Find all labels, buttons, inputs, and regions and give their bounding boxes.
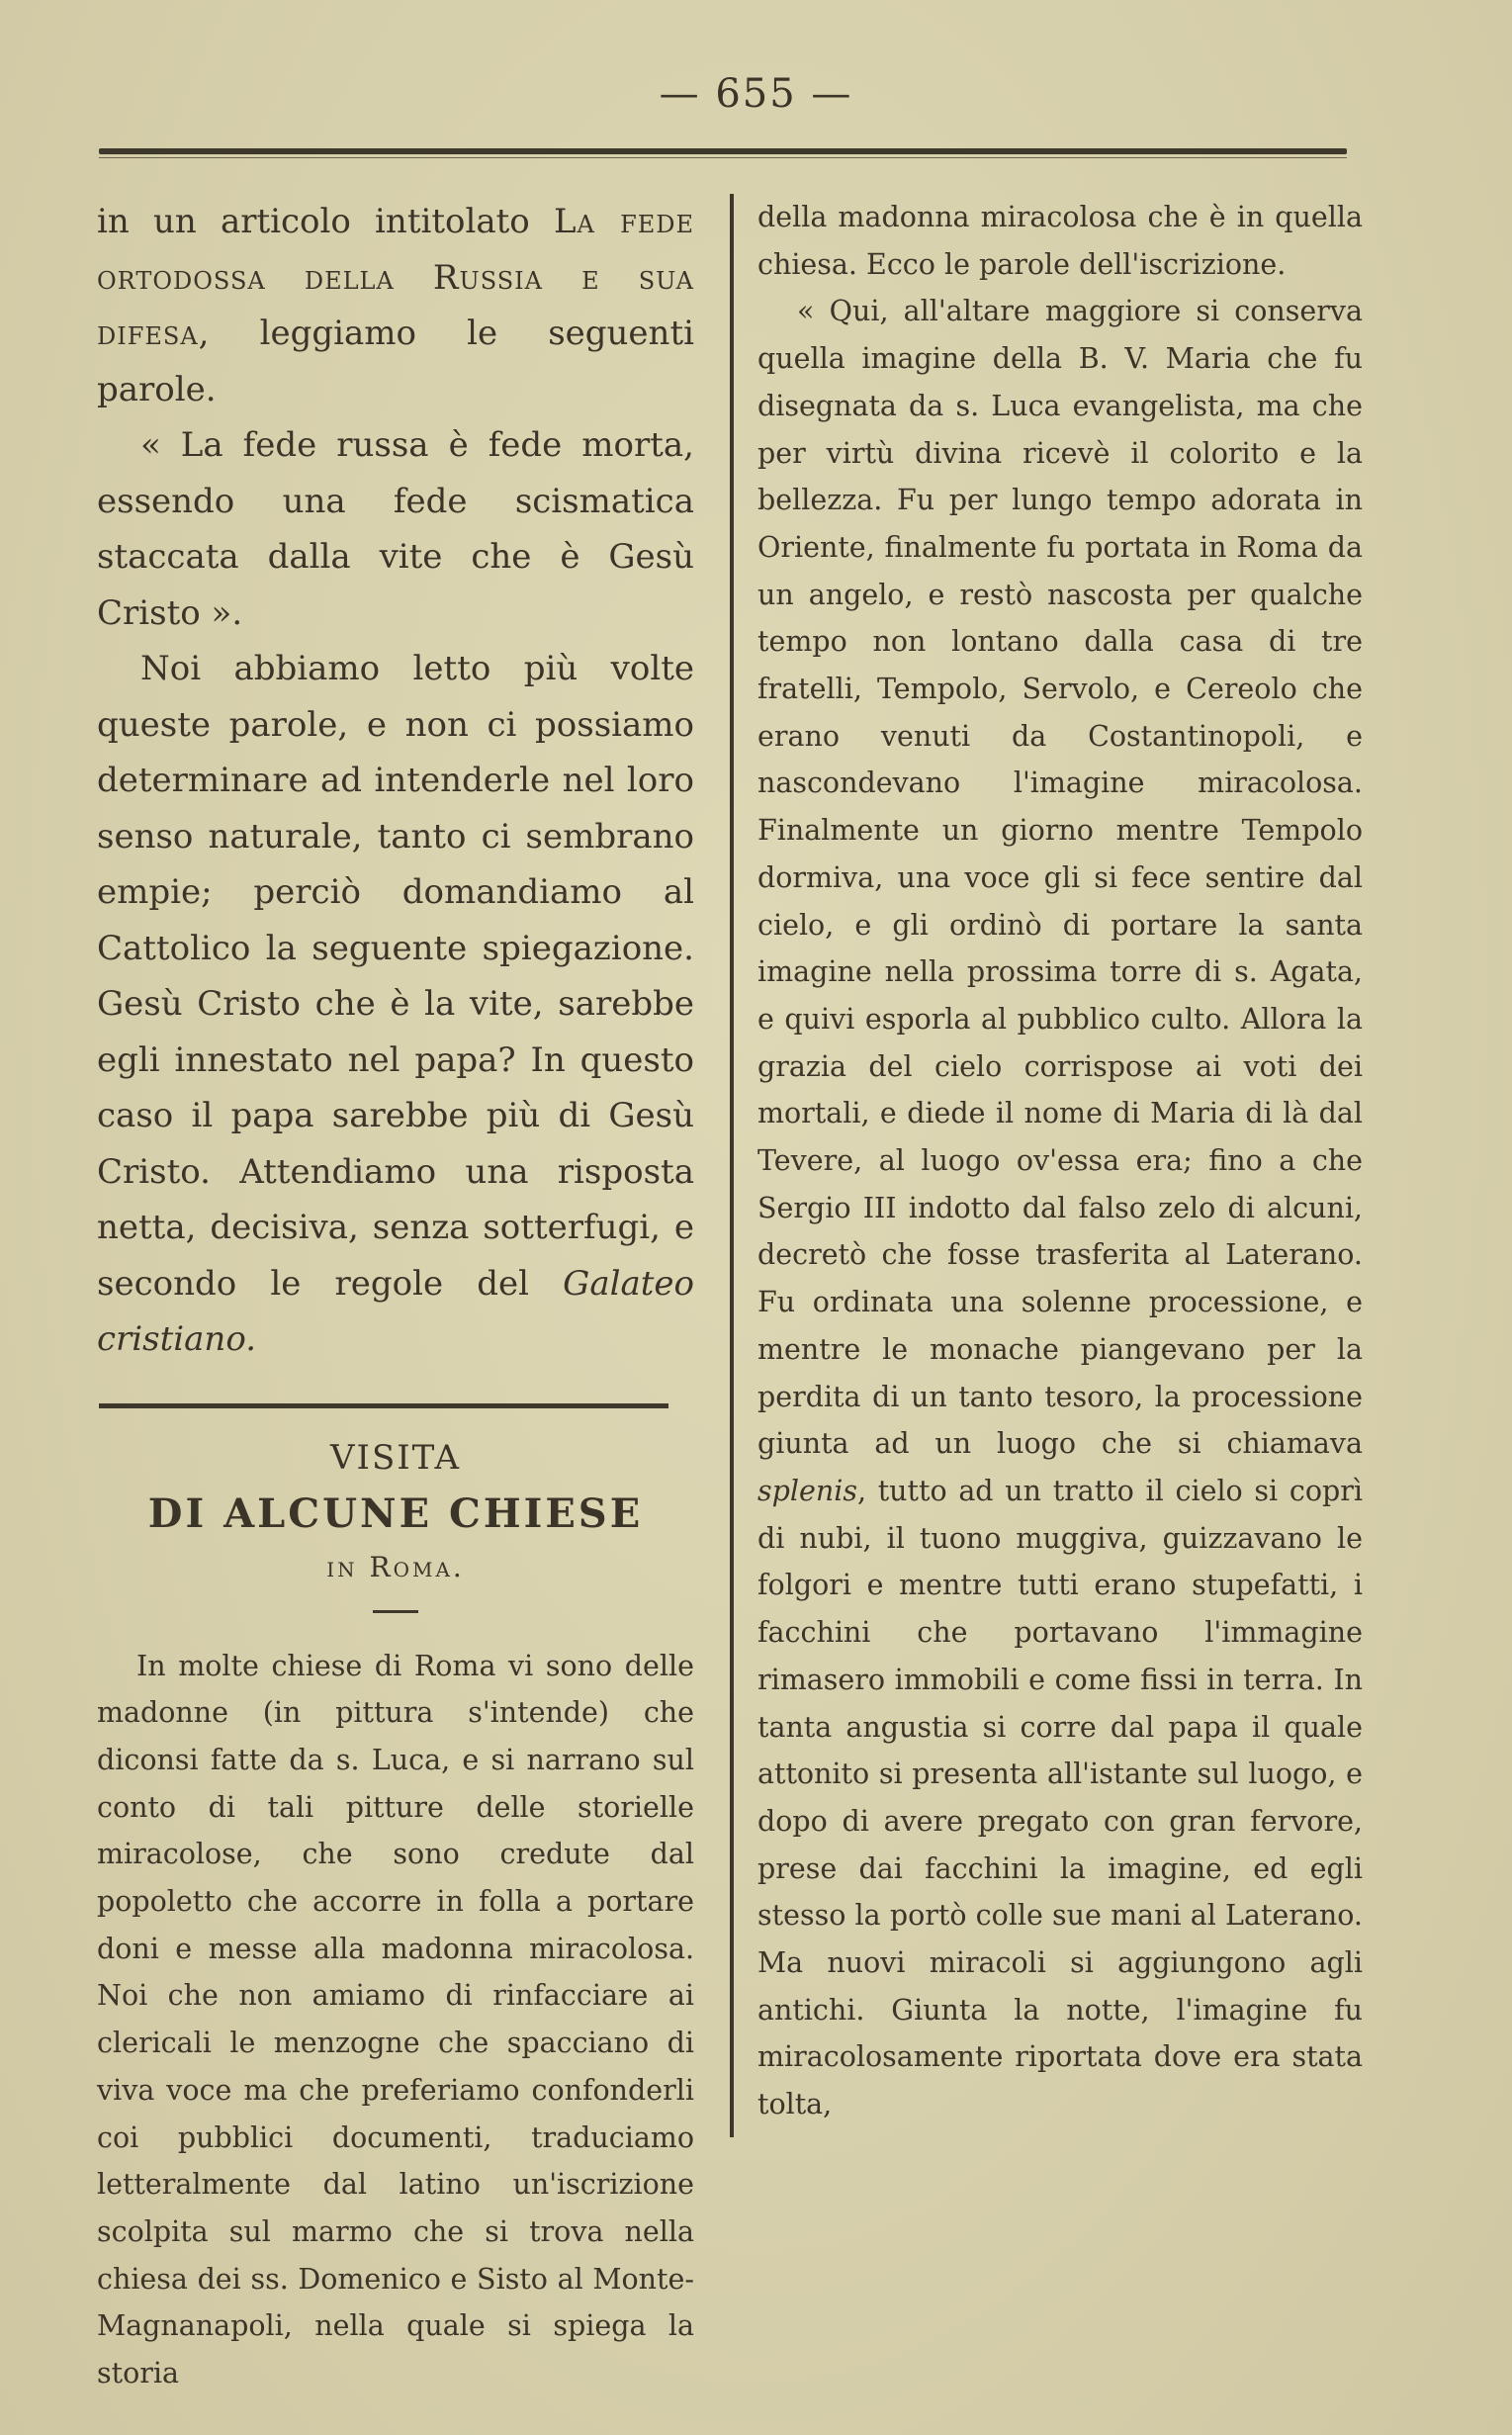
heading-line-1: VISITA	[329, 1437, 462, 1478]
left-column	[97, 194, 694, 2397]
heading-line-3: in Roma.	[326, 1550, 465, 1583]
short-rule	[373, 1610, 418, 1613]
italic-text: splenis	[757, 1474, 857, 1507]
section-rule	[99, 1403, 668, 1408]
section-heading	[97, 1430, 694, 1592]
article-body	[97, 1643, 694, 2397]
paragraph: della madonna miracolosa che è in quella chiesa. Ecco le parole dell'iscrizione.	[757, 201, 1363, 281]
cited-article-title: La fede ortodossa della Russia e sua difesa	[97, 202, 695, 353]
column-divider	[730, 194, 734, 2137]
paragraph: In molte chiese di Roma vi sono delle madonne (in pittura s'intende) che diconsi fatte da s. Luca, e si narrano sul conto di tali pitture delle storielle miracolose, che sono credute dal popoletto che accorre in folla a portare doni e messe alla madonna miracolosa. Noi che non amiamo di rinfacciare ai clericali le menzogne che spacciano di viva voce ma che preferiamo confonderli coi pubblici documenti, traduciamo letteralmente dal latino un'iscrizione scolpita sul marmo che si trova nella chiesa dei ss. Domenico e Sisto al Monte-Magnanapoli, nella quale si spiega la storia	[97, 1649, 694, 2390]
paragraph: in un articolo intitolato La fede ortodossa della Russia e sua difesa, leggiamo le seguenti parole.	[97, 202, 695, 409]
left-article-end	[97, 194, 694, 1368]
header-rule	[99, 148, 1347, 154]
quotation-paragraph: « La fede russa è fede morta, essendo una fede scismatica staccata dalla vite che è Gesù Cristo ».	[97, 425, 694, 633]
inscription-paragraph: « Qui, all'altare maggiore si conserva quella imagine della B. V. Maria che fu disegnata da s. Luca evangelista, ma che per virtù divina ricevè il colorito e la bellezza. Fu per lungo tempo adorata in Oriente, finalmente fu portata in Roma da un angelo, e restò nascosta per qualche tempo non lontano dalla casa di tre fratelli, Tempolo, Servolo, e Cereolo che erano venuti da Costantinopoli, e nascondevano l'imagine miracolosa. Finalmente un giorno mentre Tempolo dormiva, una voce gli si fece sentire dal cielo, e gli ordinò di portare la santa imagine nella prossima torre di s. Agata, e quivi esporla al pubblico culto. Allora la grazia del cielo corrispose ai voti dei mortali, e diede il nome di Maria di là dal Tevere, al luogo ov'essa era; fino a che Sergio III indotto dal falso zelo di alcuni, decretò che fosse trasferita al Laterano. Fu ordinata una solenne processione, e mentre le monache piangevano per la perdita di un tanto tesoro, la processione giunta ad un luogo che si chiamava splenis, tutto ad un tratto il cielo si coprì di nubi, il tuono muggiva, guizzavano le folgori e mentre tutti erano stupefatti, i facchini che portavano l'immagine rimasero immobili e come fissi in terra. In tanta angustia si corre dal papa il quale attonito si presenta all'istante sul luogo, e dopo di avere pregato con gran fervore, prese dai facchini la imagine, ed egli stesso la portò colle sue mani al Laterano. Ma nuovi miracoli si aggiungono agli antichi. Giunta la notte, l'imagine fu miracolosamente riportata dove era stata tolta,	[757, 295, 1363, 2121]
right-column	[757, 194, 1363, 2128]
page-number: — 655 —	[659, 71, 853, 117]
paragraph: Noi abbiamo letto più volte queste parole, e non ci possiamo determinare ad intenderle nel loro senso naturale, tanto ci sembrano empie; perciò domandiamo al Cattolico la seguente spiegazione. Gesù Cristo che è la vite, sarebbe egli innestato nel papa? In questo caso il papa sarebbe più di Gesù Cristo. Attendiamo una risposta netta, decisiva, senza sotterfugi, e secondo le regole del Galateo cristiano.	[97, 649, 694, 1359]
italic-text: Galateo cristiano.	[97, 1263, 694, 1359]
heading-line-2: DI ALCUNE CHIESE	[147, 1489, 644, 1537]
